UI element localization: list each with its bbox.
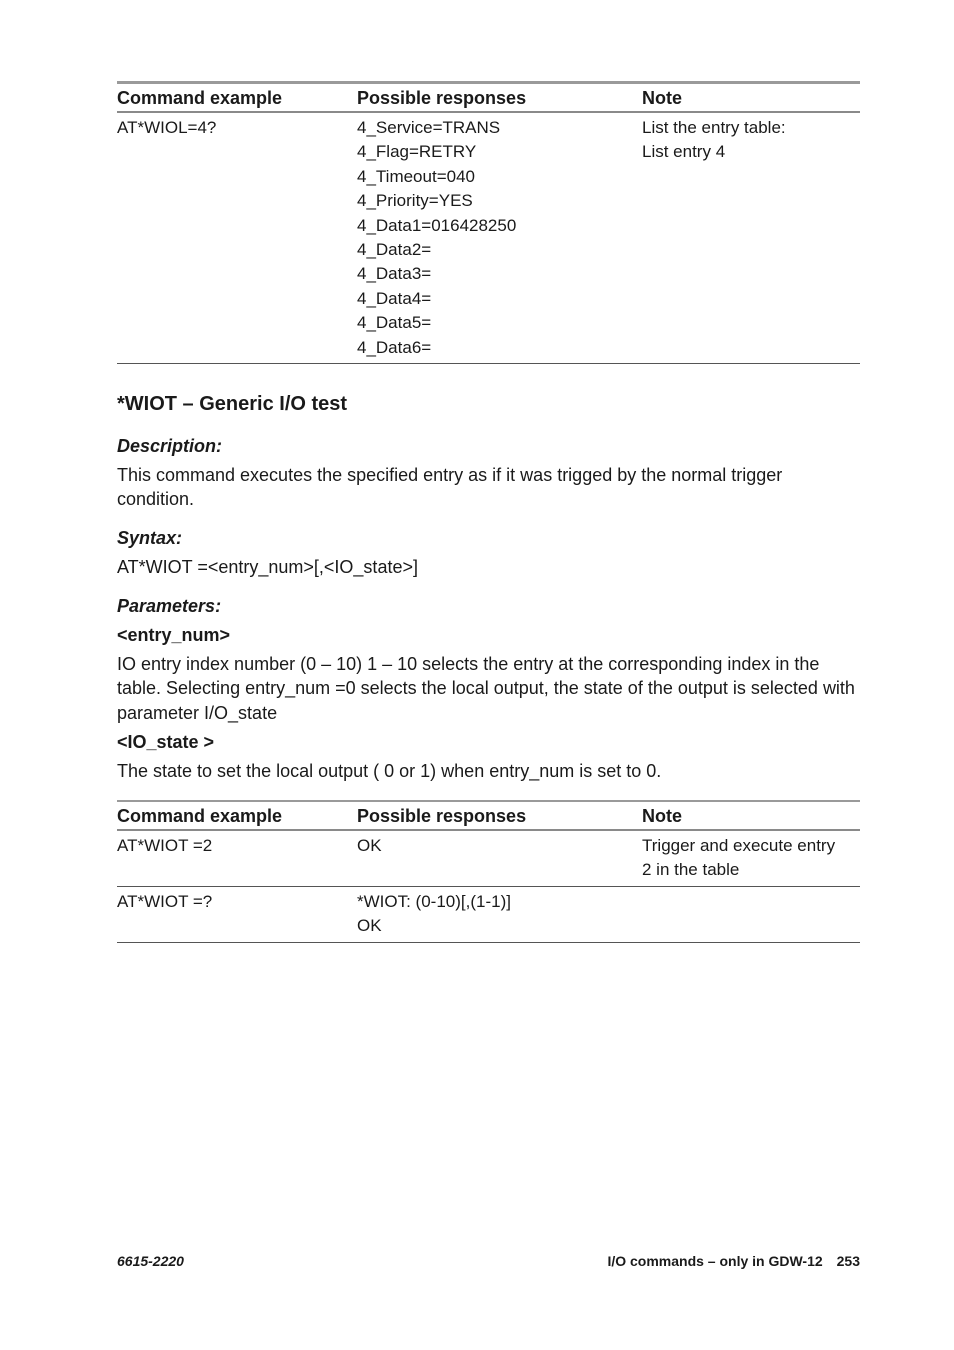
column-header-command: Command example [117,801,357,830]
note-line: 2 in the table [642,860,740,880]
column-header-note: Note [642,83,860,113]
response-line: 4_Priority=YES [357,191,473,211]
response-line: *WIOT: (0-10)[,(1-1)] [357,891,511,911]
responses-cell [357,112,642,364]
document-number: 6615-2220 [117,1253,184,1269]
param-entry-num-name: <entry_num> [117,625,231,645]
response-line: 4_Flag=RETRY [357,142,477,162]
response-line: 4_Data3= [357,264,432,284]
footer-right [607,1251,860,1271]
response-line: 4_Data5= [357,313,432,333]
command-table-wiol [117,81,860,364]
column-header-command: Command example [117,83,357,113]
response-line: 4_Data4= [357,288,432,308]
responses-cell [357,830,642,886]
parameters-label: Parameters: [117,596,222,616]
note-cell [642,886,860,942]
description-label: Description: [117,436,223,456]
note-line: List the entry table: [642,118,786,137]
note-cell [642,112,860,364]
param-io-state-name: <IO_state > [117,732,215,752]
syntax-label: Syntax: [117,528,183,548]
column-header-responses: Possible responses [357,801,642,830]
response-line: 4_Data1=016428250 [357,215,517,235]
description-text: This command executes the specified entry as if it was trigged by the normal trigger condition. [117,465,783,510]
response-line: 4_Data2= [357,240,432,260]
table-row [117,830,860,886]
param-entry-num-text: IO entry index number (0 – 10) 1 – 10 selects the entry at the corresponding index in the table. Selecting entry_num =0 selects the local output, the state of the output is selected with parameter I/O_state [117,654,855,723]
response-line: OK [357,916,382,936]
section-title: *WIOT – Generic I/O test [117,393,348,415]
note-line: List entry 4 [642,142,726,162]
command-table-wiot [117,800,860,943]
response-line: 4_Service=TRANS [357,118,501,137]
column-header-note: Note [642,801,860,830]
command-cell: AT*WIOT =? [117,886,357,942]
command-cell: AT*WIOL=4? [117,112,357,364]
response-line: 4_Data6= [357,337,432,357]
responses-cell [357,886,642,942]
note-cell [642,830,860,886]
table-row [117,112,860,364]
response-line: 4_Timeout=040 [357,166,475,186]
table-header-row [117,83,860,113]
param-io-state-text: The state to set the local output ( 0 or 1) when entry_num is set to 0. [117,761,662,781]
syntax-text: AT*WIOT =<entry_num>[,<IO_state>] [117,557,418,577]
response-line: OK [357,836,382,855]
chapter-title: I/O commands – only in GDW-12 [607,1253,823,1269]
page-number: 253 [836,1253,860,1269]
table-header-row [117,801,860,830]
table-row [117,886,860,942]
command-cell: AT*WIOT =2 [117,830,357,886]
note-line: Trigger and execute entry [642,836,836,855]
column-header-responses: Possible responses [357,83,642,113]
